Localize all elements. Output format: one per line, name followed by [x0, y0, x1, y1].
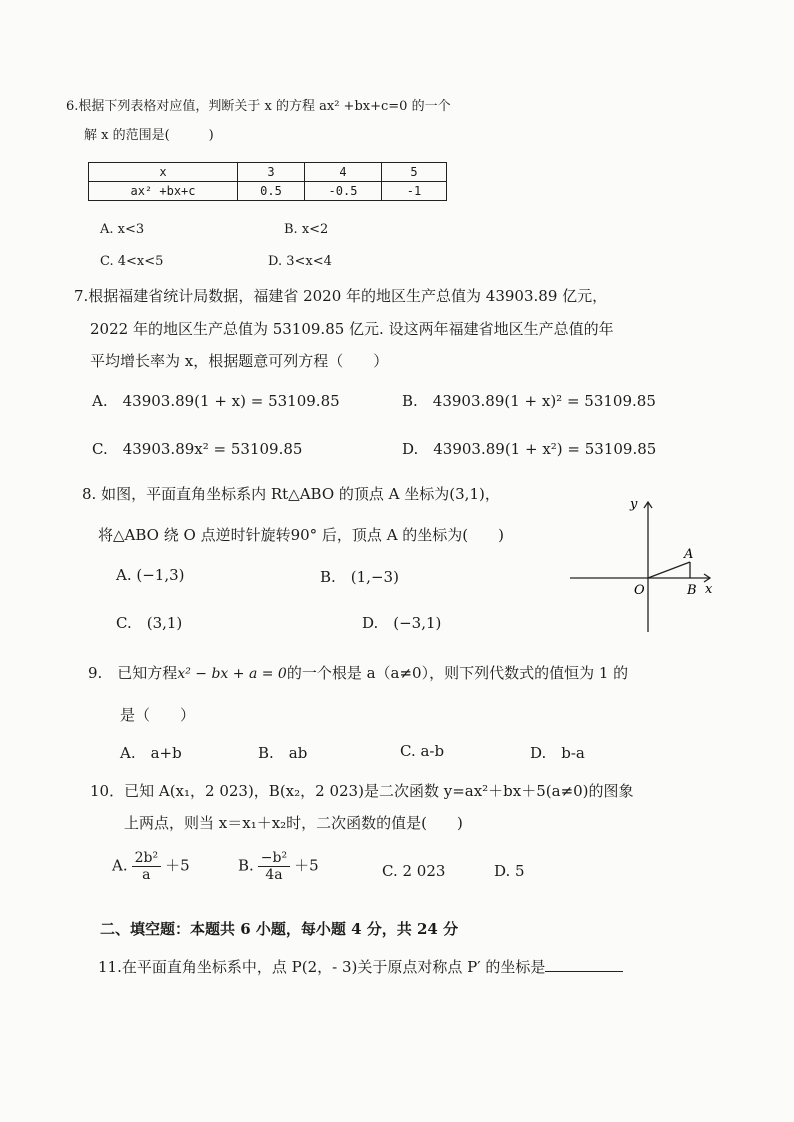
q6-stem-line2: 解 x 的范围是( ): [84, 128, 214, 143]
q10-stem-line1: 10．已知 A(x₁，2 023)，B(x₂，2 023)是二次函数 y=ax²＋bx＋5(a≠0)的图象: [90, 782, 634, 800]
q8-option-c: C. (3,1): [116, 614, 183, 632]
q8-option-b: B. (1,−3): [320, 568, 399, 586]
answer-blank[interactable]: [545, 957, 623, 972]
q11-text: 11.在平面直角坐标系中，点 P(2，- 3)关于原点对称点 P′ 的坐标是: [98, 958, 546, 976]
q8-option-d: D. (−3,1): [362, 614, 442, 632]
q8-coordinate-figure: [560, 490, 730, 640]
q10-option-a-label: A.: [112, 856, 128, 875]
q7-option-b: B. 43903.89(1 + x)² = 53109.85: [402, 392, 656, 410]
x-axis-label: x: [705, 582, 713, 597]
q7-stem-line1: 7.根据福建省统计局数据，福建省 2020 年的地区生产总值为 43903.89 亿元，: [74, 287, 608, 305]
q9-option-d: D. b-a: [530, 744, 585, 762]
table-cell: 3: [238, 163, 305, 182]
table-cell: 0.5: [238, 182, 305, 201]
fraction: [132, 850, 161, 883]
q10-option-b-label: B.: [238, 856, 254, 875]
q10-option-a: [112, 850, 190, 883]
table-cell: -1: [382, 182, 447, 201]
q6-stem-line1: 6.根据下列表格对应值，判断关于 x 的方程 ax² +bx+c=0 的一个: [66, 99, 451, 114]
q10-option-b: [238, 850, 319, 883]
q11-stem: [98, 956, 623, 977]
q10-option-b-tail: ＋5: [294, 856, 319, 875]
point-a-label: A: [684, 547, 694, 562]
q7-option-a: A. 43903.89(1 + x) = 53109.85: [92, 392, 340, 410]
fraction-numerator: −b²: [258, 850, 290, 867]
q9-option-a: A. a+b: [120, 744, 182, 762]
q9-option-b: B. ab: [258, 744, 308, 762]
table-cell: 4: [305, 163, 382, 182]
q9-stem-line1: [88, 662, 628, 683]
fraction: [258, 850, 290, 883]
q8-stem-line2: 将△ABO 绕 O 点逆时针旋转90° 后，顶点 A 的坐标为( ): [98, 526, 504, 544]
table-cell: 5: [382, 163, 447, 182]
q10-option-c: C. 2 023: [382, 862, 446, 880]
origin-label: O: [634, 583, 645, 598]
q7-option-c: C. 43903.89x² = 53109.85: [92, 440, 303, 458]
q9-equation: x² − bx + a = 0: [177, 666, 287, 682]
q6-option-b: B. x<2: [284, 222, 329, 237]
table-cell: -0.5: [305, 182, 382, 201]
fraction-denominator: 4a: [265, 867, 283, 883]
q9-stem-prefix: 9. 已知方程: [88, 664, 178, 682]
fraction-denominator: a: [142, 867, 151, 883]
q8-option-a: A. (−1,3): [116, 566, 185, 584]
q9-stem-line2: 是（ ）: [120, 706, 196, 724]
q9-option-c: C. a-b: [400, 742, 445, 760]
q10-option-d: D. 5: [494, 862, 525, 880]
q6-option-a: A. x<3: [100, 222, 145, 237]
q6-value-table: [88, 162, 447, 201]
q7-option-d: D. 43903.89(1 + x²) = 53109.85: [402, 440, 657, 458]
q6-option-d: D. 3<x<4: [268, 254, 332, 269]
q10-option-a-tail: ＋5: [165, 856, 190, 875]
y-axis-label: y: [630, 497, 638, 512]
point-b-label: B: [687, 583, 697, 598]
q10-stem-line2: 上两点，则当 x＝x₁＋x₂时，二次函数的值是( ): [124, 814, 463, 832]
q7-stem-line3: 平均增长率为 x，根据题意可列方程（ ）: [90, 352, 389, 370]
fraction-numerator: 2b²: [132, 850, 161, 867]
q9-stem-suffix: 的一个根是 a（a≠0），则下列代数式的值恒为 1 的: [286, 664, 629, 682]
q7-stem-line2: 2022 年的地区生产总值为 53109.85 亿元. 设这两年福建省地区生产总值的年: [90, 320, 614, 338]
table-row: [89, 182, 447, 201]
table-row: [89, 163, 447, 182]
section-heading: 二、填空题：本题共 6 小题，每小题 4 分，共 24 分: [100, 920, 459, 938]
segment-oa: [648, 562, 690, 578]
q8-stem-line1: 8. 如图，平面直角坐标系内 Rt△ABO 的顶点 A 坐标为(3,1)，: [82, 485, 500, 503]
table-cell: ax² +bx+c: [89, 182, 238, 201]
table-cell: x: [89, 163, 238, 182]
q6-option-c: C. 4<x<5: [100, 254, 164, 269]
